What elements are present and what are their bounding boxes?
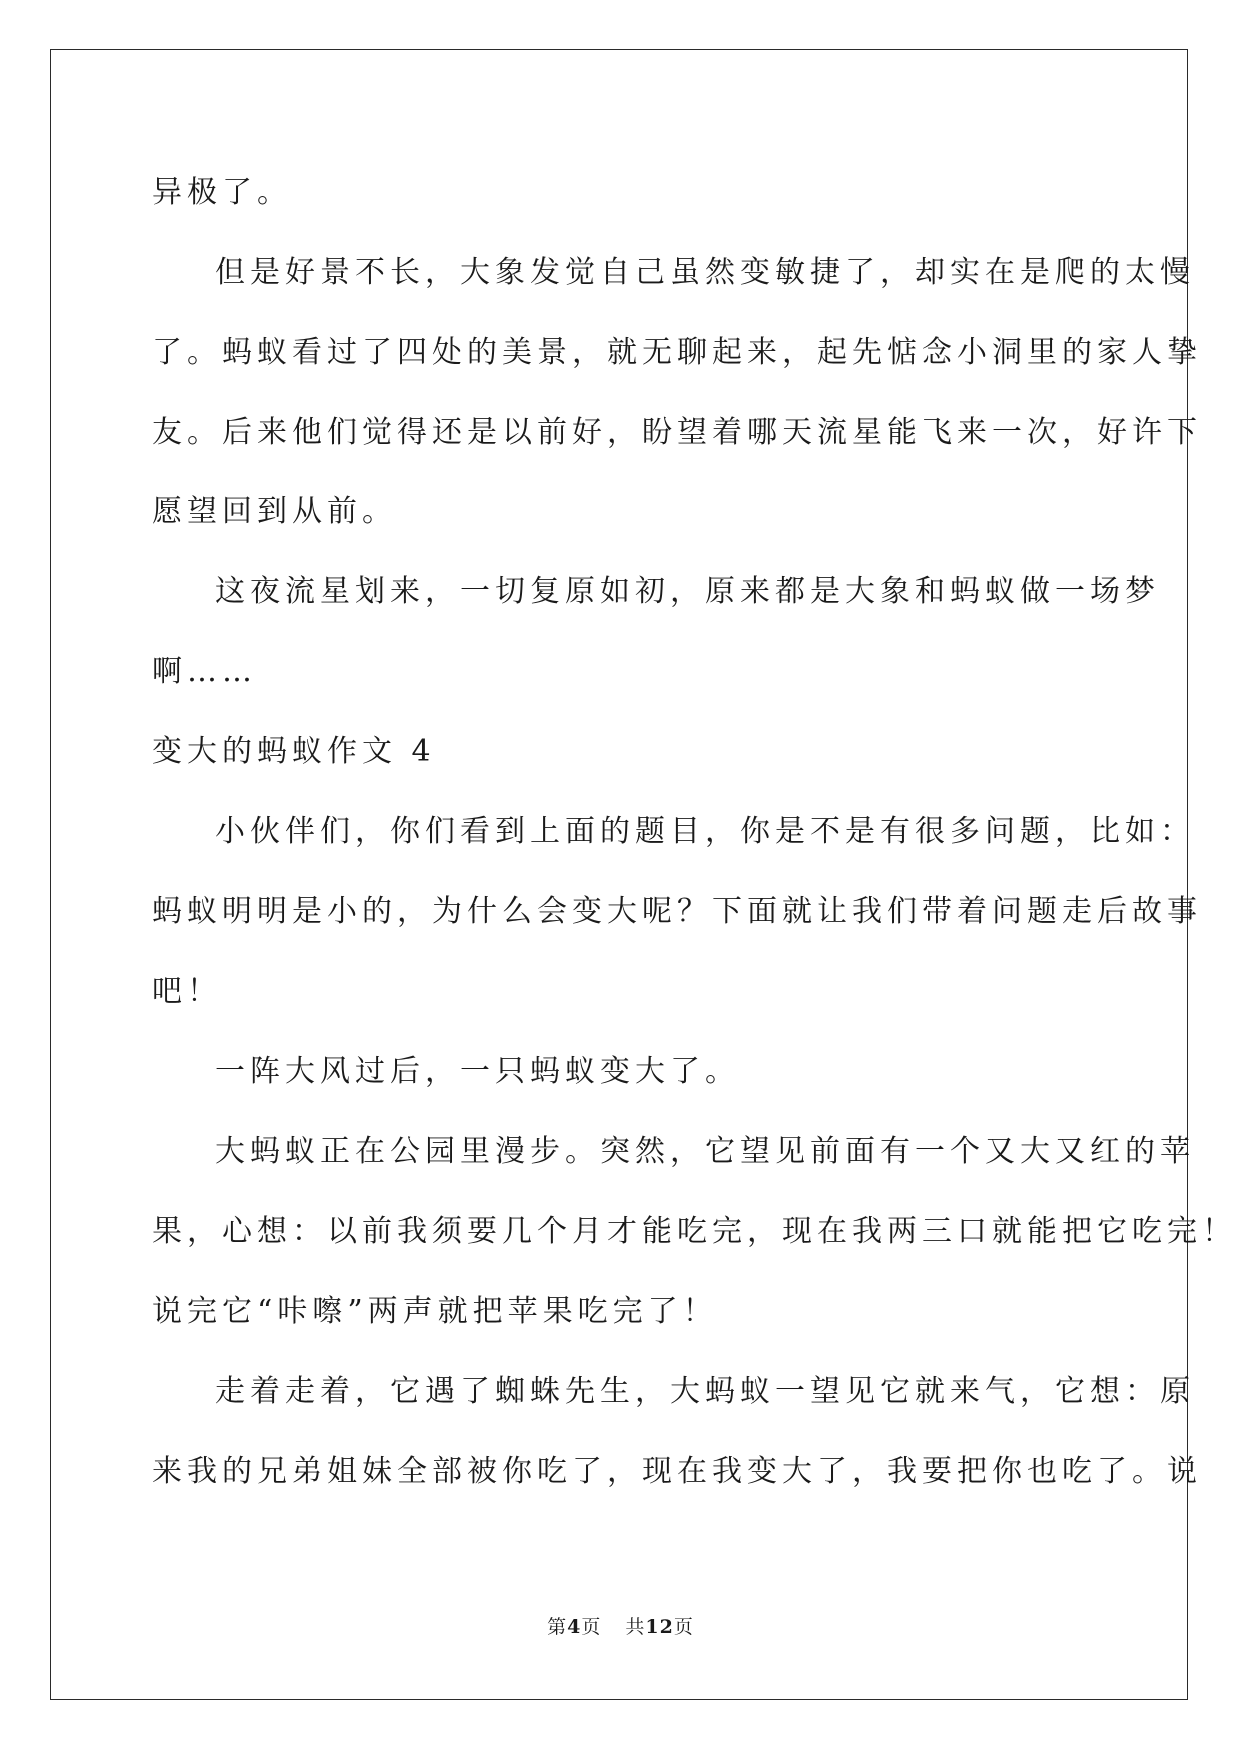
text-line: 来我的兄弟姐妹全部被你吃了，现在我变大了，我要把你也吃了。说	[152, 1454, 1202, 1489]
text-line: 啊……	[152, 654, 257, 689]
page-border	[50, 49, 1188, 1700]
page-footer	[0, 1616, 1241, 1638]
text-line: 果，心想：以前我须要几个月才能吃完，现在我两三口就能把它吃完！	[152, 1214, 1237, 1249]
text-line: 大蚂蚁正在公园里漫步。突然，它望见前面有一个又大又红的苹	[215, 1134, 1195, 1169]
text-line: 愿望回到从前。	[152, 494, 397, 529]
total-prefix: 共	[625, 1616, 646, 1638]
total-suffix: 页	[673, 1616, 694, 1638]
text-line: 走着走着，它遇了蜘蛛先生，大蚂蚁一望见它就来气，它想：原	[215, 1374, 1195, 1409]
text-line: 异极了。	[152, 175, 292, 210]
text-line: 一阵大风过后，一只蚂蚁变大了。	[215, 1054, 740, 1089]
text-line: 蚂蚁明明是小的，为什么会变大呢？下面就让我们带着问题走后故事	[152, 894, 1202, 929]
text-line: 吧！	[152, 974, 222, 1009]
page-number: 4	[567, 1616, 582, 1638]
page-prefix: 第	[547, 1616, 568, 1638]
text-line: 说完它“咔嚓”两声就把苹果吃完了！	[152, 1294, 718, 1329]
section-heading: 变大的蚂蚁作文 4	[152, 734, 436, 769]
text-line: 但是好景不长，大象发觉自己虽然变敏捷了，却实在是爬的太慢	[215, 255, 1195, 290]
text-line: 了。蚂蚁看过了四处的美景，就无聊起来，起先惦念小洞里的家人挚	[152, 335, 1202, 370]
text-line: 这夜流星划来，一切复原如初，原来都是大象和蚂蚁做一场梦	[215, 574, 1160, 609]
text-line: 小伙伴们，你们看到上面的题目，你是不是有很多问题，比如：	[215, 814, 1195, 849]
page-suffix: 页	[581, 1616, 602, 1638]
total-pages: 12	[645, 1616, 674, 1638]
text-line: 友。后来他们觉得还是以前好，盼望着哪天流星能飞来一次，好许下	[152, 415, 1202, 450]
